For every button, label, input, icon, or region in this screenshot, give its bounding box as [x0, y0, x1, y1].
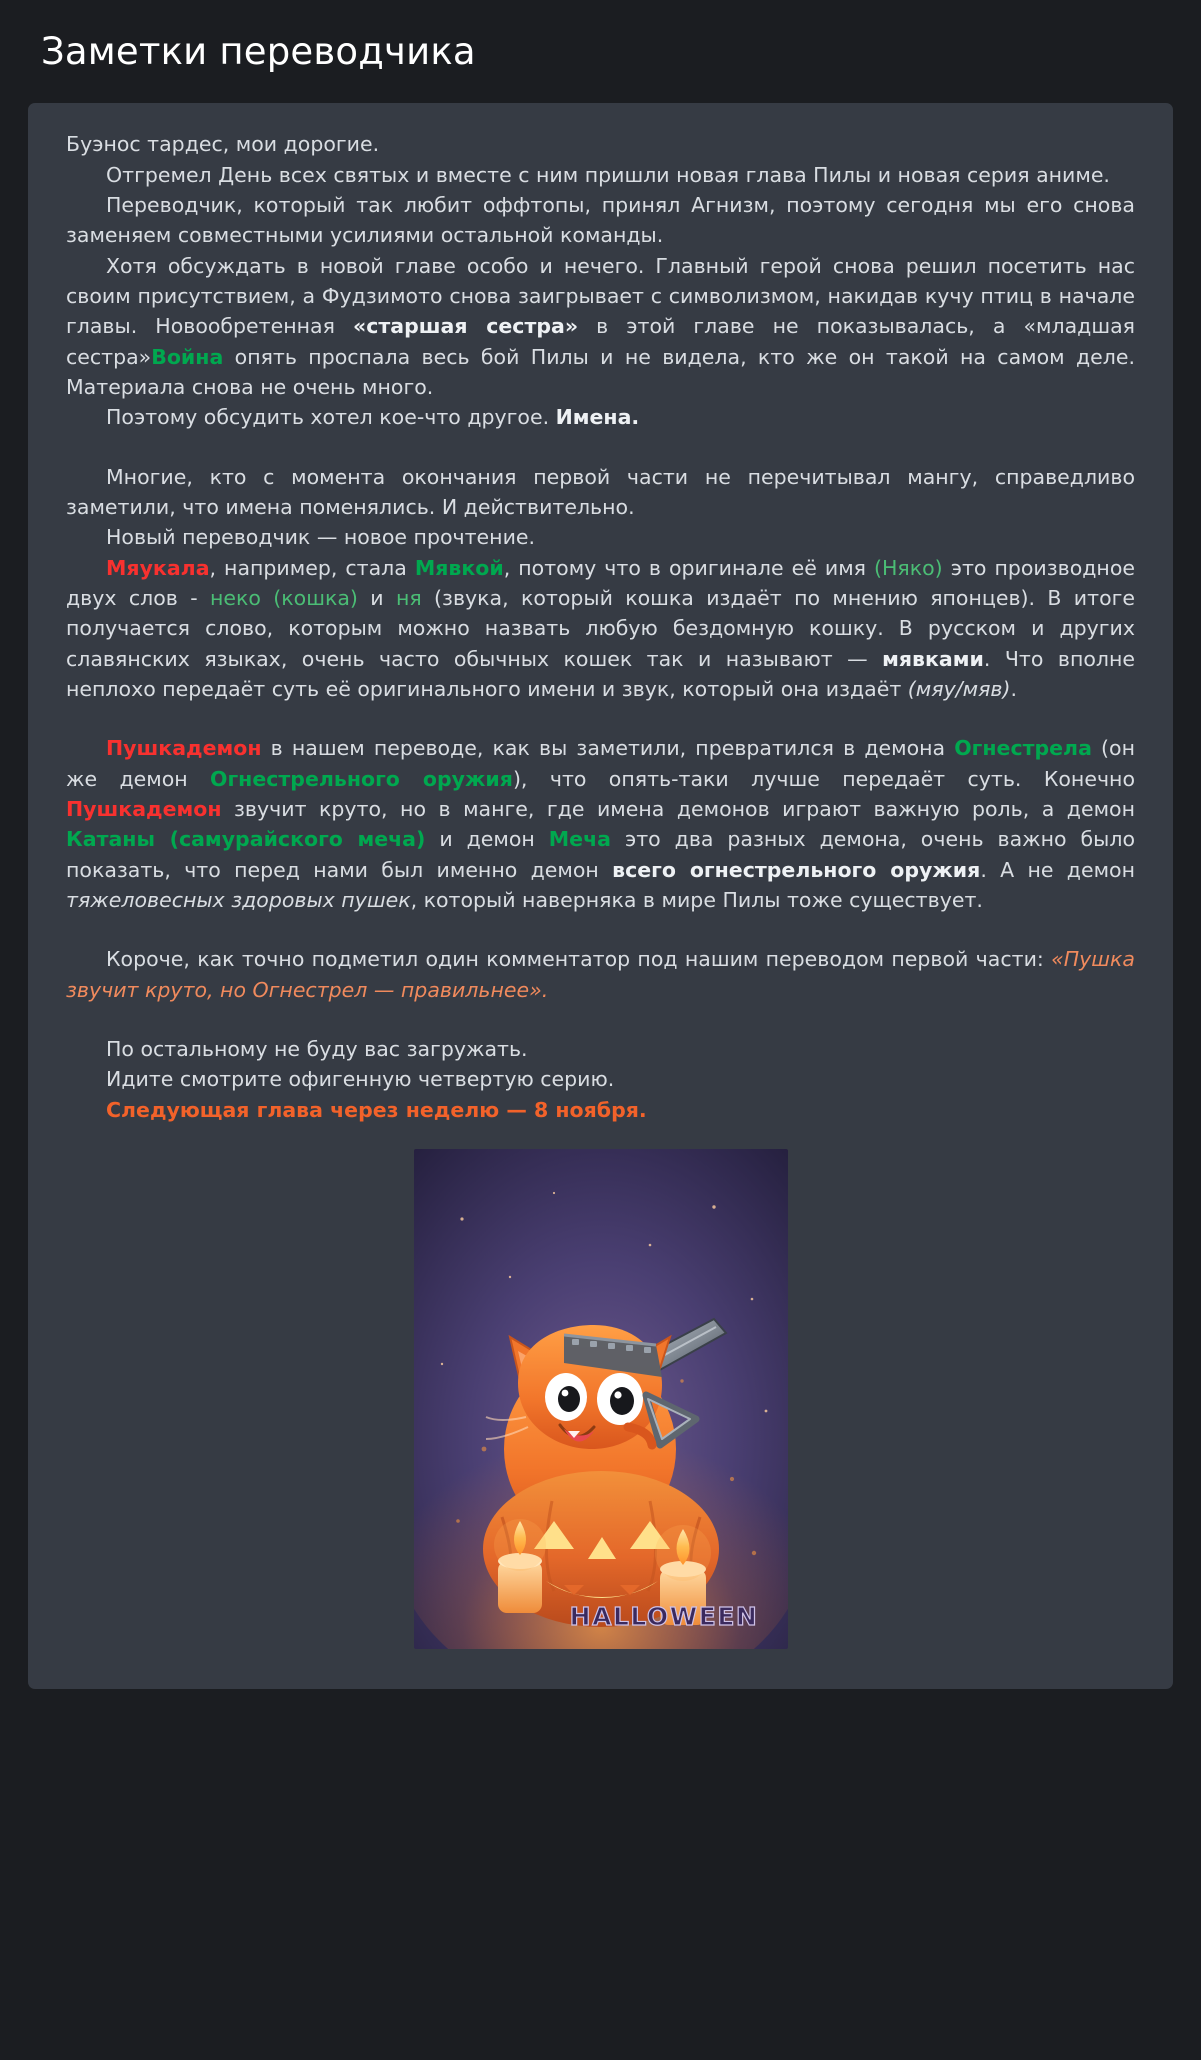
highlight-war: Война: [151, 344, 224, 369]
paragraph-many-readers: Многие, кто с момента окончания первой части не перечитывал мангу, справедливо заметили, что имена поменялись. И действительно.: [66, 464, 1135, 519]
paragraph-greeting: Буэнос тардес, мои дорогие.: [66, 132, 380, 157]
text-run: , который наверняка в мире Пилы тоже существует.: [410, 887, 983, 912]
paragraph-meowkala: [66, 553, 1135, 705]
paragraph-comment-quote: [66, 944, 1135, 1005]
text-run: , потому что в оригинале её имя: [503, 555, 875, 580]
text-run: . Что вполне неплохо передаёт суть её оригинального имени и звук, который она издаёт: [66, 646, 1136, 701]
text-run: звучит круто, но в манге, где имена демонов играют важную роль, а демон: [221, 796, 1135, 821]
illustration-figure: [414, 1149, 788, 1649]
emphasis-heavy-cannons: тяжеловесных здоровых пушек: [66, 887, 411, 912]
paragraph-translator: Переводчик, который так любит оффтопы, принял Агнизм, поэтому сегодня мы его снова заменяем совместными усилиями остальной команды.: [66, 193, 1135, 248]
highlight-nya: ня: [395, 585, 422, 610]
highlight-meowkala: Мяукала: [106, 555, 210, 580]
text-run: . А не демон: [980, 857, 1136, 882]
text-run: (звука, который кошка издаёт по мнению японцев). В итоге получается слово, которым можно назвать любую бездомную кошку. В русском и других славянских языках, очень часто обычных кошек так и называют —: [66, 585, 1136, 671]
text-run: Поэтому обсудить хотел кое-что другое.: [106, 405, 556, 430]
spacer: [66, 433, 1135, 462]
text-run: и: [357, 585, 396, 610]
text-run: Короче, как точно подметил один комментатор под нашим переводом первой части:: [106, 947, 1052, 972]
spacer: [66, 915, 1135, 944]
page-title: Заметки переводчика: [41, 30, 476, 73]
paragraph-halloween: Отгремел День всех святых и вместе с ним пришли новая глава Пилы и новая серия аниме.: [106, 162, 1110, 187]
spacer: [66, 1005, 1135, 1034]
paragraph-names-intro: [66, 402, 1135, 432]
paragraph-gun-demon: [66, 733, 1135, 915]
emphasis-names: Имена.: [555, 405, 640, 430]
notes-card: [28, 103, 1173, 1689]
halloween-pumpkin-chainsaw-cat-icon: [414, 1149, 788, 1649]
paragraph-closing-1: По остальному не буду вас загружать.: [106, 1036, 528, 1061]
emphasis-myavkami: мявками: [882, 646, 984, 671]
text-run: опять проспала весь бой Пилы и не видела, кто же он такой на самом деле. Материала снова не очень много.: [66, 344, 1135, 400]
text-run: (он же демон: [66, 736, 1135, 791]
notes-body: [66, 129, 1135, 1125]
next-chapter-notice: Следующая глава через неделю — 8 ноября.: [106, 1097, 647, 1122]
highlight-nyako: (Няко): [874, 555, 943, 580]
highlight-myavka: Мявкой: [414, 555, 504, 580]
emphasis-all-firearms: всего огнестрельного оружия: [612, 857, 981, 882]
reader-quote: «Пушка звучит круто, но Огнестрел — правильнее».: [66, 947, 1135, 1002]
highlight-neko: неко (кошка): [209, 585, 358, 610]
highlight-firearm: Огнестрельного оружия: [210, 766, 513, 791]
highlight-pushkademon-1: Пушкадемон: [106, 736, 262, 761]
text-run: это два разных демона, очень важно было показать, что перед нами был именно демон: [66, 827, 1135, 882]
highlight-katana: Катаны (самурайского меча): [66, 827, 426, 852]
paragraph-new-translator: Новый переводчик — новое прочтение.: [106, 525, 536, 550]
text-run: в нашем переводе, как вы заметили, превратился в демона: [261, 736, 955, 761]
highlight-sword: Меча: [548, 827, 611, 852]
emphasis-meow-sound: (мяу/мяв): [907, 676, 1011, 701]
text-run: и демон: [425, 827, 549, 852]
text-run: ), что опять-таки лучше передаёт суть. Конечно: [512, 766, 1135, 791]
text-run: в этой главе не показывалась, а «младшая сестра»: [66, 314, 1135, 369]
highlight-ognestrel: Огнестрела: [954, 736, 1092, 761]
text-run: .: [1010, 676, 1018, 701]
text-run: это производное двух слов -: [66, 555, 1135, 610]
text-run: Хотя обсуждать в новой главе особо и нечего. Главный герой снова решил посетить нас своим присутствием, а Фудзимото снова заигрывает с символизмом, накидав кучу птиц в начале главы. Новообретенная: [66, 253, 1135, 339]
highlight-pushkademon-2: Пушкадемон: [66, 796, 222, 821]
text-run: , например, стала: [209, 555, 415, 580]
illustration-caption: HALLOWEEN: [569, 1601, 758, 1631]
emphasis-older-sister: «старшая сестра»: [353, 314, 579, 339]
spacer: [66, 704, 1135, 733]
candle-left: [494, 1519, 546, 1613]
paragraph-chapter-discussion: [66, 251, 1135, 403]
paragraph-closing-2: Идите смотрите офигенную четвертую серию.: [106, 1067, 615, 1092]
